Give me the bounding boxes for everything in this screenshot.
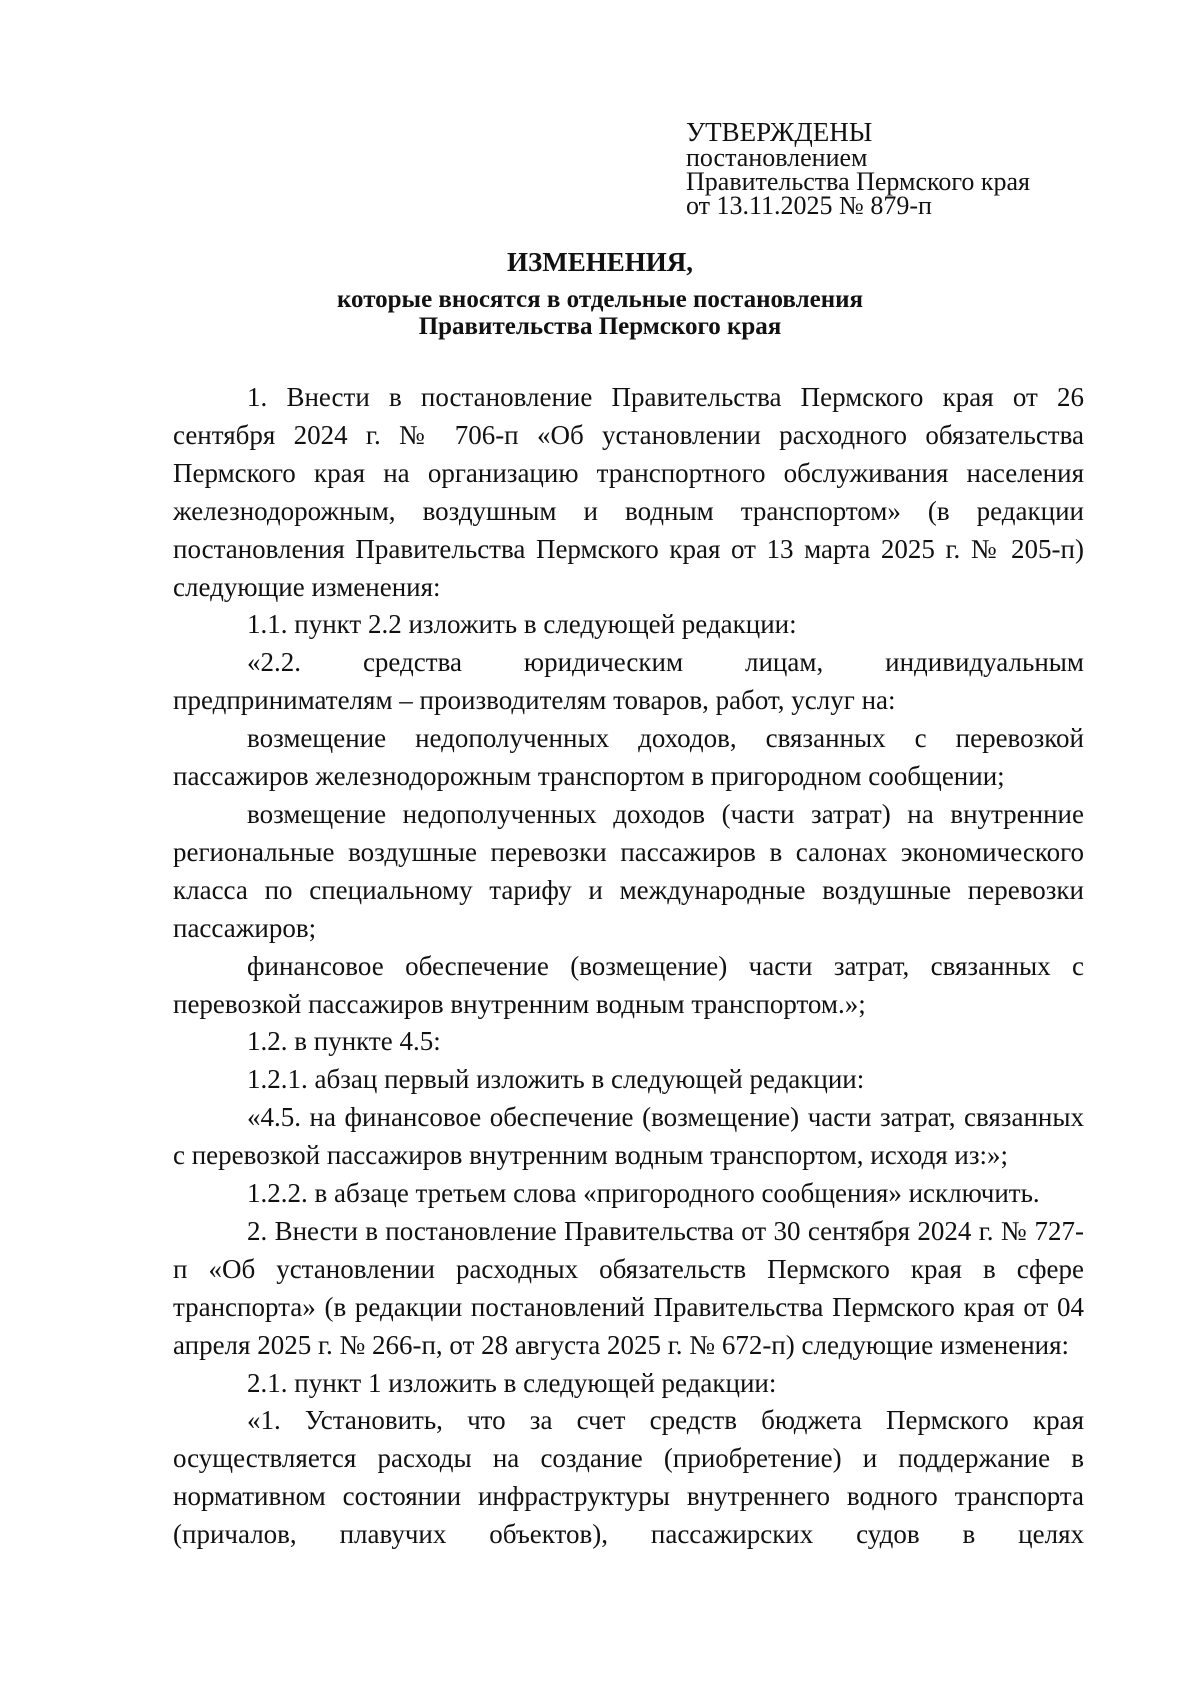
approval-line-3: от 13.11.2025 № 879-п xyxy=(686,191,932,220)
approval-stamp xyxy=(686,118,1126,218)
paragraph-air: возмещение недополученных доходов (части затрат) на внутренние региональные воздушные перевозки пассажиров в салонах экономического класса по специальному тарифу и международные воздушные перевозки пассажиров; xyxy=(173,798,1084,943)
paragraph-1-1: 1.1. пункт 2.2 изложить в следующей редакции: xyxy=(247,609,797,640)
paragraph-2-1: 2.1. пункт 1 изложить в следующей редакции: xyxy=(247,1367,777,1398)
paragraph-1-quote: «1. Установить, что за счет средств бюджета Пермского края осуществляется расходы на создание (приобретение) и поддержание в нормативном состоянии инфраструктуры внутреннего водного транспорта (причалов, плавучих объектов), пассажирских судов в целях xyxy=(173,1405,1084,1550)
document-subtitle-line-1: которые вносятся в отдельные постановления xyxy=(336,286,864,313)
paragraph-2-2-quote: «2.2. средства юридическим лицам, индивидуальным предпринимателям – производителям товаров, работ, услуг на: xyxy=(173,647,1084,716)
paragraph-2: 2. Внести в постановление Правительства от 30 сентября 2024 г. № 727-п «Об установлении расходных обязательств Пермского края в сфере транспорта» (в редакции постановлений Правительства Пермского края от 04 апреля 2025 г. № 266-п, от 28 августа 2025 г. № 672-п) следующие изменения: xyxy=(173,1215,1084,1360)
approval-line-2: Правительства Пермского края xyxy=(686,167,1030,196)
paragraph-1-2-1: 1.2.1. абзац первый изложить в следующей редакции: xyxy=(247,1064,865,1095)
paragraph-1-2: 1.2. в пункте 4.5: xyxy=(247,1026,441,1057)
document-subtitle-line-2: Правительства Пермского края xyxy=(418,313,782,340)
paragraph-1-2-2: 1.2.2. в абзаце третьем слова «пригородного сообщения» исключить. xyxy=(247,1178,1040,1209)
document-body xyxy=(173,379,1084,1554)
paragraph-4-5-quote: «4.5. на финансовое обеспечение (возмещение) части затрат, связанных с перевозкой пассажиров внутренним водным транспортом, исходя из:»; xyxy=(173,1102,1084,1171)
approval-title: УТВЕРЖДЕНЫ xyxy=(686,117,873,147)
paragraph-railway: возмещение недополученных доходов, связанных с перевозкой пассажиров железнодорожным транспортом в пригородном сообщении; xyxy=(173,723,1084,792)
paragraph-water: финансовое обеспечение (возмещение) части затрат, связанных с перевозкой пассажиров внутренним водным транспортом.»; xyxy=(173,950,1084,1019)
document-title: ИЗМЕНЕНИЯ, xyxy=(506,247,693,277)
approval-line-1: постановлением xyxy=(686,143,868,172)
paragraph-1: 1. Внести в постановление Правительства Пермского края от 26 сентября 2024 г. № 706-п «Об установлении расходного обязательства Пермского края на организацию транспортного обслуживания населения железнодорожным, воздушным и водным транспортом» (в редакции постановления Правительства Пермского края от 13 марта 2025 г. № 205-п) следующие изменения: xyxy=(173,382,1084,602)
